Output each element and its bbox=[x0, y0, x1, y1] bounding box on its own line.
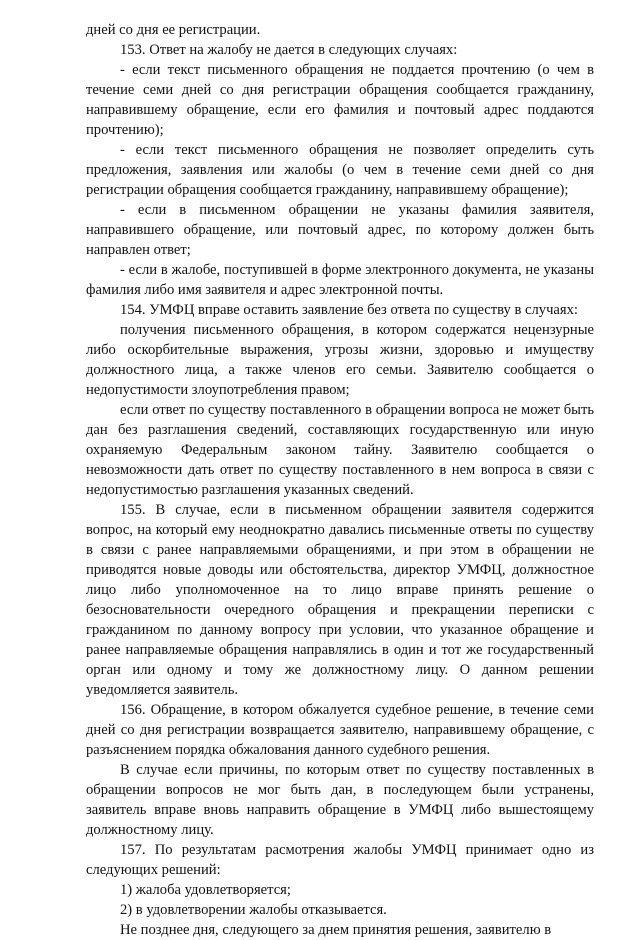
paragraph-153-item-4: - если в жалобе, поступившей в форме электронного документа, не указаны фамилия либо имя заявителя и адрес электронной почты. bbox=[86, 262, 594, 298]
paragraph-156: 156. Обращение, в котором обжалуется судебное решение, в течение семи дней со дня регистрации возвращается заявителю, направившему обращение, с разъяснением порядка обжалования данного судебного решения. bbox=[86, 702, 594, 758]
paragraph-157-item-1: 1) жалоба удовлетворяется; bbox=[120, 882, 291, 898]
paragraph-157-item-2: 2) в удовлетворении жалобы отказывается. bbox=[120, 902, 387, 918]
paragraph-continuation: дней со дня ее регистрации. bbox=[86, 22, 261, 38]
paragraph-155: 155. В случае, если в письменном обращении заявителя содержится вопрос, на который ему неоднократно давались письменные ответы по существу в связи с ранее направляемыми обращениями, и при этом в обращении не приводятся новые доводы или обстоятельства, директор УМФЦ, должностное лицо либо уполномоченное на то лицо вправе принять решение о безосновательности очередного обращения и прекращении переписки с гражданином по данному вопросу при условии, что указанное обращение и ранее направляемые обращения направлялись в один и тот же государственный орган или одному и тому же должностному лицу. О данном решении уведомляется заявитель. bbox=[86, 502, 594, 698]
document-page bbox=[86, 20, 594, 940]
paragraph-153-item-2: - если текст письменного обращения не позволяет определить суть предложения, заявления или жалобы (о чем в течение семи дней со дня регистрации обращения сообщается гражданину, направившему обращение); bbox=[86, 142, 594, 198]
paragraph-157: 157. По результатам расмотрения жалобы УМФЦ принимает одно из следующих решений: bbox=[86, 842, 594, 878]
paragraph-157-final: Не позднее дня, следующего за днем принятия решения, заявителю в bbox=[120, 922, 552, 938]
paragraph-154-item-1: получения письменного обращения, в котором содержатся нецензурные либо оскорбительные выражения, угрозы жизни, здоровью и имуществу должностного лица, а также членов его семьи. Заявителю сообщается о недопустимости злоупотребления правом; bbox=[86, 322, 594, 398]
paragraph-154: 154. УМФЦ вправе оставить заявление без ответа по существу в случаях: bbox=[120, 302, 578, 318]
paragraph-153-item-1: - если текст письменного обращения не поддается прочтению (о чем в течение семи дней со дня регистрации обращения сообщается гражданину, направившему обращение, если его фамилия и почтовый адрес поддаются прочтению); bbox=[86, 62, 594, 138]
paragraph-153: 153. Ответ на жалобу не дается в следующих случаях: bbox=[120, 42, 458, 58]
paragraph-156-continuation: В случае если причины, по которым ответ по существу поставленных в обращении вопросов не мог быть дан, в последующем были устранены, заявитель вправе вновь направить обращение в УМФЦ либо вышестоящему должностному лицу. bbox=[86, 762, 594, 838]
paragraph-153-item-3: - если в письменном обращении не указаны фамилия заявителя, направившего обращение, или почтовый адрес, по которому должен быть направлен ответ; bbox=[86, 202, 594, 258]
paragraph-154-item-2: если ответ по существу поставленного в обращении вопроса не может быть дан без разглашения сведений, составляющих государственную или иную охраняемую Федеральным законом тайну. Заявителю сообщается о невозможности дать ответ по существу поставленного в нем вопроса в связи с недопустимостью разглашения указанных сведений. bbox=[86, 402, 594, 498]
